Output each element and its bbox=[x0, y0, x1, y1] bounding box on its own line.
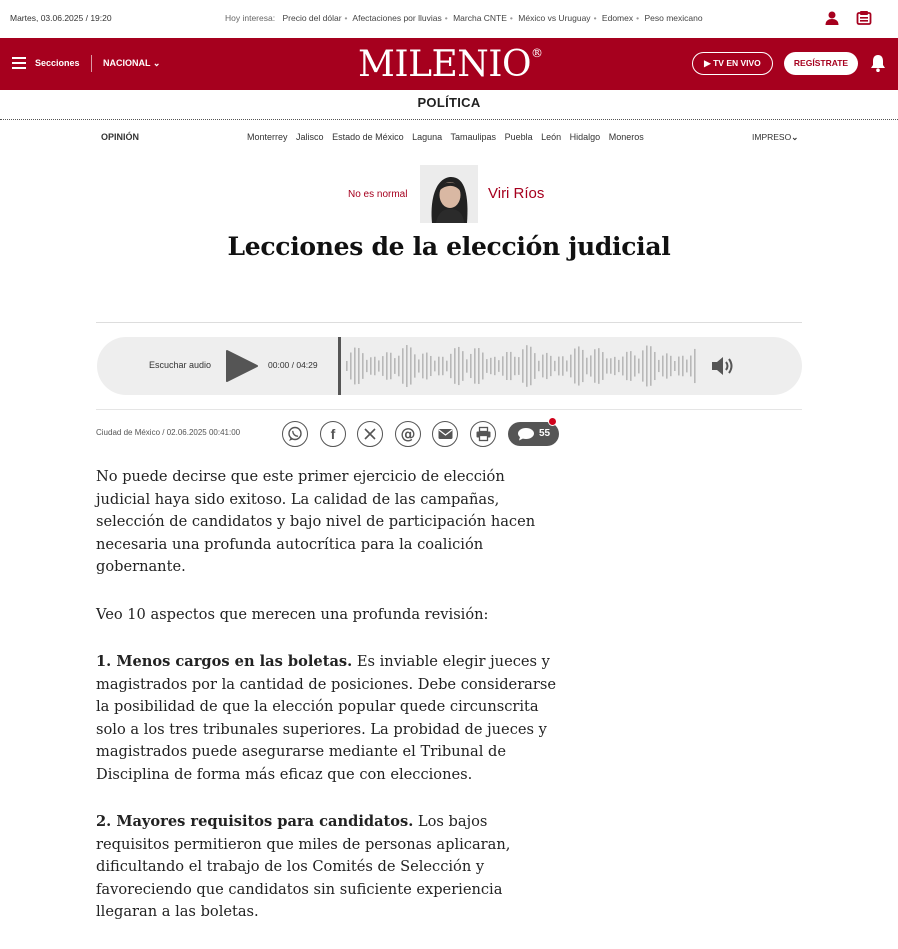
waveform-bar bbox=[650, 346, 652, 386]
waveform-bar bbox=[534, 353, 536, 379]
waveform-bar bbox=[658, 360, 660, 372]
waveform-bar bbox=[498, 360, 500, 372]
waveform-bar bbox=[466, 359, 468, 372]
notification-dot bbox=[548, 417, 557, 426]
hamburger-menu-icon[interactable] bbox=[12, 57, 26, 69]
playhead bbox=[338, 337, 341, 395]
waveform-bar bbox=[390, 353, 392, 380]
trending-item[interactable]: Peso mexicano bbox=[644, 13, 703, 23]
section-title[interactable]: POLÍTICA bbox=[417, 95, 481, 110]
sections-menu-button[interactable]: Secciones bbox=[35, 58, 80, 68]
waveform-bar bbox=[506, 352, 508, 380]
section-divider bbox=[0, 119, 898, 120]
x-share-button[interactable] bbox=[357, 421, 383, 447]
tv-live-button[interactable] bbox=[692, 52, 773, 75]
article-headline: Lecciones de la elección judicial bbox=[227, 232, 671, 261]
waveform-bar bbox=[450, 354, 452, 378]
trending-item[interactable]: México vs Uruguay bbox=[518, 13, 591, 23]
waveform-bar bbox=[542, 355, 544, 378]
city-link[interactable]: Moneros bbox=[608, 132, 644, 142]
author-portrait bbox=[420, 165, 478, 223]
paragraph-lead: 2. Mayores requisitos para candidatos. bbox=[96, 813, 414, 830]
trending-item[interactable]: Precio del dólar bbox=[282, 13, 342, 23]
waveform-bar bbox=[354, 348, 356, 385]
waveform-bar bbox=[350, 353, 352, 380]
waveform-bar bbox=[558, 357, 560, 376]
waveform-bar bbox=[694, 349, 696, 383]
waveform-bar bbox=[666, 353, 668, 378]
whatsapp-icon bbox=[287, 426, 303, 442]
audio-waveform[interactable] bbox=[338, 337, 698, 395]
bell-icon[interactable] bbox=[869, 53, 887, 73]
waveform-bar bbox=[410, 347, 412, 384]
waveform-bar bbox=[414, 354, 416, 377]
waveform-bar bbox=[346, 361, 348, 371]
waveform-bar bbox=[570, 355, 572, 378]
audio-label: Escuchar audio bbox=[149, 360, 212, 370]
waveform-bar bbox=[530, 347, 532, 385]
waveform-bar bbox=[494, 357, 496, 375]
city-link[interactable]: Estado de México bbox=[332, 132, 404, 142]
waveform-bar bbox=[394, 358, 396, 374]
email-icon bbox=[438, 428, 453, 440]
waveform-bar bbox=[578, 346, 580, 385]
waveform-bar bbox=[690, 356, 692, 377]
waveform-bar bbox=[426, 353, 428, 380]
waveform-bar bbox=[362, 353, 364, 379]
waveform-bar bbox=[638, 359, 640, 374]
waveform-bar bbox=[678, 357, 680, 376]
article-dateline: Ciudad de México / 02.06.2025 00:41:00 bbox=[96, 428, 241, 437]
waveform-bar bbox=[442, 357, 444, 375]
waveform-bar bbox=[402, 348, 404, 383]
waveform-bar bbox=[386, 352, 388, 380]
waveform-bar bbox=[538, 361, 540, 371]
comments-count: 55 bbox=[539, 428, 551, 439]
trending-item[interactable]: Marcha CNTE bbox=[453, 13, 507, 23]
waveform-bar bbox=[546, 353, 548, 379]
city-link[interactable]: Laguna bbox=[412, 132, 443, 142]
print-icon bbox=[476, 427, 491, 441]
waveform-bar bbox=[642, 350, 644, 381]
header-divider bbox=[91, 55, 92, 72]
waveform-bar bbox=[422, 354, 424, 379]
author-avatar[interactable] bbox=[420, 165, 478, 223]
city-link[interactable]: Monterrey bbox=[247, 132, 288, 142]
play-triangle-icon: ▶ bbox=[704, 58, 711, 68]
impreso-label: IMPRESO bbox=[752, 132, 792, 142]
waveform-bar bbox=[566, 360, 568, 371]
waveform-bar bbox=[378, 360, 380, 371]
waveform-bar bbox=[634, 355, 636, 376]
article-paragraph: Veo 10 aspectos que merecen una profunda revisión: bbox=[96, 605, 489, 623]
waveform-bar bbox=[446, 361, 448, 372]
opinion-link[interactable]: OPINIÓN bbox=[101, 132, 140, 142]
current-date: Martes, 03.06.2025 / 19:20 bbox=[10, 13, 112, 23]
whatsapp-share-button[interactable] bbox=[282, 421, 308, 447]
print-button[interactable] bbox=[470, 421, 496, 447]
waveform-bar bbox=[618, 360, 620, 372]
play-icon[interactable] bbox=[225, 349, 259, 383]
paragraph-lead: 1. Menos cargos en las boletas. bbox=[96, 653, 353, 670]
waveform-bar bbox=[674, 361, 676, 371]
waveform-bar bbox=[438, 357, 440, 376]
waveform-bar bbox=[550, 356, 552, 376]
waveform-bar bbox=[590, 355, 592, 376]
waveform-bar bbox=[662, 356, 664, 377]
waveform-bar bbox=[370, 357, 372, 374]
waveform-bar bbox=[366, 360, 368, 372]
waveform-bar bbox=[382, 356, 384, 376]
waveform-bar bbox=[646, 346, 648, 387]
waveform-bar bbox=[458, 347, 460, 385]
city-link[interactable]: Jalisco bbox=[296, 132, 324, 142]
city-link[interactable]: Tamaulipas bbox=[450, 132, 497, 142]
user-icon[interactable] bbox=[824, 10, 840, 26]
waveform-bar bbox=[510, 352, 512, 380]
waveform-bar bbox=[482, 353, 484, 380]
volume-icon[interactable] bbox=[710, 355, 736, 377]
waveform-bar bbox=[418, 359, 420, 372]
waveform-bar bbox=[522, 349, 524, 382]
waveform-bar bbox=[602, 352, 604, 380]
waveform-bar bbox=[562, 356, 564, 375]
chevron-down-icon: ⌄ bbox=[791, 132, 799, 142]
city-link[interactable]: Puebla bbox=[504, 132, 533, 142]
waveform-bar bbox=[598, 348, 600, 384]
article-paragraph: No puede decirse que este primer ejercicio de elección judicial haya sido exitoso. La calidad de las campañas, selección de candidatos y bajo nivel de participación hacen necesaria una profunda autocrítica para la coalición gobernante. bbox=[96, 468, 536, 575]
newspaper-icon[interactable] bbox=[856, 10, 872, 26]
waveform-bar bbox=[630, 351, 632, 381]
divider bbox=[96, 409, 802, 410]
waveform-bar bbox=[582, 350, 584, 382]
author-name[interactable]: Viri Ríos bbox=[488, 185, 545, 202]
waveform-bar bbox=[470, 354, 472, 378]
waveform-bar bbox=[654, 352, 656, 380]
trending-topics: Hoy interesa: Precio del dólar • Afectaciones por lluvias • Marcha CNTE • México vs Uruguay • Edomex • Peso mexicano bbox=[225, 13, 703, 23]
facebook-share-button[interactable] bbox=[320, 421, 346, 447]
city-nav bbox=[247, 132, 650, 142]
waveform-bar bbox=[358, 348, 360, 384]
trending-label: Hoy interesa: bbox=[225, 13, 276, 23]
article-paragraph: 2. Mayores requisitos para candidatos. Los bajos requisitos permitieron que miles de personas aplicaran, dificultando el trabajo de los Comités de Selección y favoreciendo que candidatos sin suficiente experiencia llegaran a las boletas. bbox=[96, 813, 511, 920]
impreso-dropdown[interactable] bbox=[752, 132, 798, 143]
waveform-bar bbox=[622, 357, 624, 376]
threads-icon: @ bbox=[400, 425, 416, 443]
city-link[interactable]: León bbox=[541, 132, 562, 142]
waveform-bar bbox=[606, 358, 608, 373]
audio-time: 00:00 / 04:29 bbox=[268, 360, 318, 370]
article-body bbox=[96, 466, 561, 949]
waveform-bar bbox=[514, 357, 516, 375]
main-header bbox=[0, 38, 898, 90]
waveform-bar bbox=[614, 357, 616, 375]
city-link[interactable]: Hidalgo bbox=[569, 132, 601, 142]
waveform-bar bbox=[670, 356, 672, 376]
logo-text: MILENIO bbox=[358, 44, 532, 85]
chevron-down-icon: ⌄ bbox=[152, 58, 161, 68]
waveform-bar bbox=[682, 356, 684, 377]
waveform-bar bbox=[610, 358, 612, 373]
edition-dropdown[interactable] bbox=[103, 58, 160, 69]
article-paragraph: 1. Menos cargos en las boletas. Es inviable elegir jueces y magistrados por la cantidad de posiciones. Debe considerarse la posibilidad de que la elección popular quede circunscrita solo a los tres tribunales superiores. La probidad de jueces y magistrados puede asegurarse mediante el Tribunal de Disciplina de forma más eficaz que con elecciones. bbox=[96, 653, 556, 783]
facebook-icon: f bbox=[330, 426, 336, 442]
waveform-bar bbox=[594, 349, 596, 382]
email-share-button[interactable] bbox=[432, 421, 458, 447]
x-icon bbox=[363, 427, 377, 441]
trending-item[interactable]: Afectaciones por lluvias bbox=[352, 13, 442, 23]
comment-bubble-icon bbox=[517, 427, 535, 441]
divider bbox=[96, 322, 802, 323]
audio-player bbox=[97, 337, 802, 395]
waveform-bar bbox=[374, 357, 376, 376]
trending-item[interactable]: Edomex bbox=[601, 13, 634, 23]
waveform-bar bbox=[430, 356, 432, 376]
waveform-bar bbox=[406, 345, 408, 387]
waveform-bar bbox=[574, 348, 576, 383]
logo-registered-mark: ® bbox=[531, 46, 543, 60]
waveform-bar bbox=[474, 348, 476, 383]
top-bar bbox=[0, 0, 898, 38]
waveform-bar bbox=[686, 360, 688, 373]
waveform-bar bbox=[586, 358, 588, 375]
waveform-bar bbox=[478, 348, 480, 384]
edition-label: NACIONAL bbox=[103, 58, 151, 68]
waveform-bar bbox=[626, 352, 628, 380]
waveform-bar bbox=[454, 348, 456, 384]
register-button[interactable]: REGÍSTRATE bbox=[784, 52, 858, 75]
column-name[interactable]: No es normal bbox=[348, 189, 408, 200]
waveform-bar bbox=[486, 359, 488, 373]
waveform-bar bbox=[554, 361, 556, 371]
waveform-bar bbox=[462, 351, 464, 381]
milenio-logo[interactable] bbox=[358, 44, 543, 85]
waveform-bar bbox=[398, 356, 400, 377]
tv-live-label: TV EN VIVO bbox=[713, 58, 761, 68]
waveform-bar bbox=[490, 358, 492, 374]
waveform-bar bbox=[434, 361, 436, 372]
comments-button[interactable] bbox=[508, 422, 559, 446]
threads-share-button[interactable] bbox=[395, 421, 421, 447]
waveform-bar bbox=[502, 356, 504, 375]
waveform-bar bbox=[526, 345, 528, 387]
waveform-bar bbox=[518, 357, 520, 375]
